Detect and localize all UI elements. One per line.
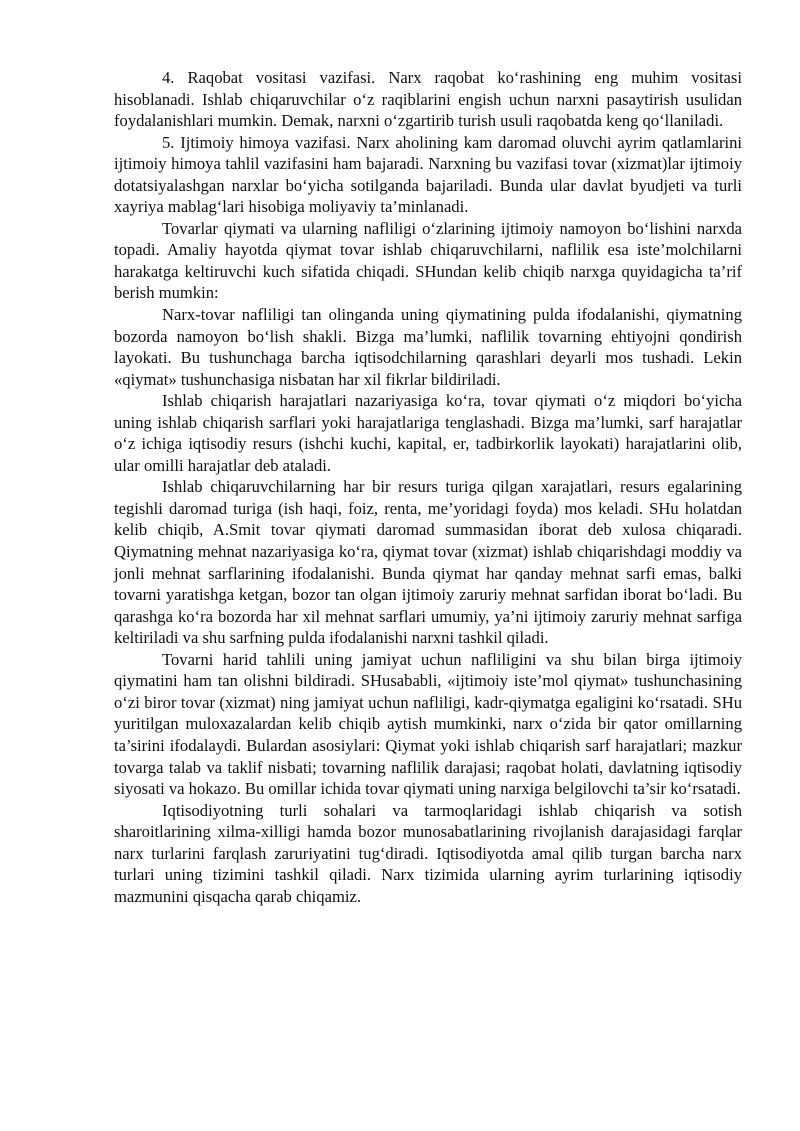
paragraph-social-protection-function: 5. Ijtimoiy himoya vazifasi. Narx aholining kam daromad oluvchi ayrim qatlamlarini ijtimoiy himoya tahlil vazifasini ham bajaradi. Narxning bu vazifasi tovar (xizmat)lar ijtimoiy dotatsiyalashgan narxlar boʻyicha sotilganda bajariladi. Bunda ular davlat byudjeti va turli xayriya mablagʻlari hisobiga moliyaviy ta’minlanadi. [114,132,742,217]
paragraph-price-definition: Narx-tovar nafliligi tan olinganda uning qiymatining pulda ifodalanishi, qiymatning bozorda namoyon boʻlish shakli. Bizga ma’lumki, naflilik tovarning ehtiyojni qondirish layokati. Bu tushunchaga barcha iqtisodchilarning qarashlari deyarli mos tushadi. Lekin «qiymat» tushunchasiga nisbatan har xil fikrlar bildiriladi. [114,305,742,389]
paragraph-cost-theory: Ishlab chiqarish harajatlari nazariyasiga koʻra, tovar qiymati oʻz miqdori boʻyicha uning ishlab chiqarish sarflari yoki harajatlariga tenglashadi. Bizga ma’lumki, sarf harajatlar oʻz ichiga iqtisodiy resurs (ishchi kuchi, kapital, er, tadbirkorlik layokati) harajatlarini olib, ular omilli harajatlar deb ataladi. [114,391,742,475]
paragraph-price-system: Iqtisodiyotning turli sohalari va tarmoqlaridagi ishlab chiqarish va sotish sharoitlarining xilma-xilligi hamda bozor munosabatlarining rivojlanish darajasidagi farqlar narx turlarini farqlash zaruriyatini tugʻdiradi. Iqtisodiyotda amal qilib turgan barcha narx turlari uning tizimini tashkil qiladi. Narx tizimida ularning ayrim turlarining iqtisodiy mazmunini qisqacha qarab chiqamiz. [114,800,742,906]
paragraph-labor-theory: Ishlab chiqaruvchilarning har bir resurs turiga qilgan xarajatlari, resurs egalarining tegishli daromad turiga (ish haqi, foiz, renta, me’yoridagi foyda) mos keladi. SHu holatdan kelib chiqib, A.Smit tovar qiymati daromad summasidan iborat deb xulosa chiqaradi. Qiymatning mehnat nazariyasiga koʻra, qiymat tovar (xizmat) ishlab chiqarishdagi moddiy va jonli mehnat sarflarining ifodalanishi. Bunda qiymat har qanday mehnat sarfi emas, balki tovarni yaratishga ketgan, bozor tan olgan ijtimoiy zaruriy mehnat sarfidan iborat boʻladi. Bu qarashga koʻra bozorda har xil mehnat sarflari umumiy, ya’ni ijtimoiy zaruriy mehnat sarfiga keltiriladi va shu sarfning pulda ifodalanishi narxni tashkil qiladi. [114,477,742,648]
paragraph-price-factors: Tovarni harid tahlili uning jamiyat uchun nafliligini va shu bilan birga ijtimoiy qiymatini ham tan olishni bildiradi. SHusababli, «ijtimoiy iste’mol qiymat» tushunchasining oʻzi biror tovar (xizmat) ning jamiyat uchun nafliligi, kadr-qiymatga egaligini koʻrsatadi. SHu yuritilgan muloxazalardan kelib chiqib aytish mumkinki, narx oʻzida bir qator omillarning ta’sirini ifodalaydi. Bulardan asosiylari: Qiymat yoki ishlab chiqarish sarf harajatlari; mazkur tovarga talab va taklif nisbati; tovarning naflilik darajasi; raqobat holati, davlatning iqtisodiy siyosati va hokazo. Bu omillar ichida tovar qiymati uning narxiga belgilovchi ta’sir koʻrsatadi. [114,649,742,799]
document-page [114,67,742,907]
paragraph-value-and-utility: Tovarlar qiymati va ularning nafliligi oʻzlarining ijtimoiy namoyon boʻlishini narxda topadi. Amaliy hayotda qiymat tovar ishlab chiqaruvchilarni, naflilik esa iste’molchilarni harakatga keltiruvchi kuch sifatida chiqadi. SHundan kelib chiqib narxga quyidagicha ta’rif berish mumkin: [114,218,742,303]
paragraph-competition-function: 4. Raqobat vositasi vazifasi. Narx raqobat koʻrashining eng muhim vositasi hisoblanadi. Ishlab chiqaruvchilar oʻz raqiblarini engish uchun narxni pasaytirish usulidan foydalanishlari mumkin. Demak, narxni oʻzgartirib turish usuli raqobatda keng qoʻllaniladi. [114,68,742,131]
